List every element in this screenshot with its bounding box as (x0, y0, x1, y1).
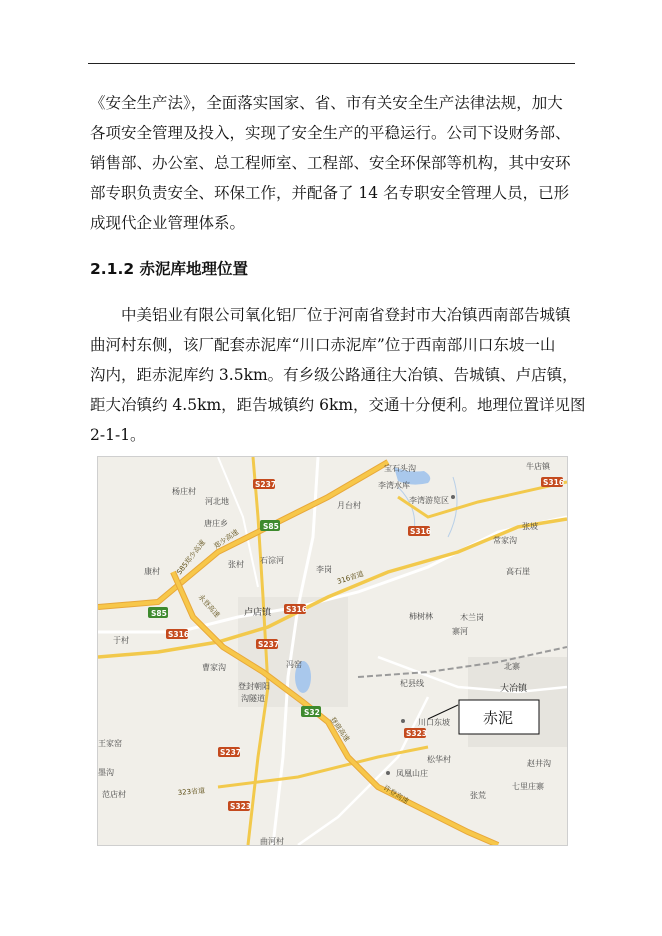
place-label: 松华村 (427, 755, 451, 764)
paragraph-safety (90, 88, 574, 238)
road-name: 316省道 (336, 569, 365, 586)
road-name: 登商高速 (328, 715, 351, 744)
text-line: 中美铝业有限公司氧化铝厂位于河南省登封市大冶镇西南部告城镇 (121, 306, 571, 324)
town-marker (451, 495, 455, 499)
place-label: 李湾水库 (378, 481, 410, 490)
place-label: 范店村 (102, 790, 126, 799)
place-label: 沟隧道 (241, 694, 265, 703)
text-line: 成现代企业管理体系。 (90, 214, 246, 232)
text-line: 销售部、办公室、总工程师室、工程部、安全环保部等机构，其中安环 (90, 154, 571, 172)
shield-s85 (148, 607, 168, 618)
shield-label: S237 (255, 480, 277, 489)
place-label: 河北地 (205, 497, 229, 506)
place-label: 杨庄村 (172, 487, 196, 496)
text-line: 《安全生产法》，全面落实国家、省、市有关安全生产法律法规，加大 (90, 94, 563, 112)
place-label: 李岗 (316, 565, 332, 574)
place-label: 大冶镇 (500, 684, 528, 694)
shield-label: S85 (263, 522, 279, 531)
place-label: 于村 (113, 636, 129, 645)
shield-s237 (256, 639, 279, 649)
place-label: 杞县线 (400, 679, 424, 688)
shield-label: S316 (543, 478, 565, 487)
place-label: 寨河 (452, 627, 468, 636)
shield-s237 (218, 747, 241, 757)
text-line: 沟内，距赤泥库约 3.5km。有乡级公路通往大冶镇、告城镇、卢店镇， (90, 366, 578, 384)
place-label: 木兰岗 (460, 613, 484, 622)
place-label: 高石崖 (506, 567, 530, 576)
road-name: 323省道 (177, 786, 206, 797)
location-map (97, 456, 568, 846)
shield-s85 (260, 520, 280, 531)
shield-label: S316 (410, 527, 432, 536)
town-marker (386, 771, 390, 775)
road-name: S85郑少高速 (175, 538, 208, 577)
shield-label: S237 (220, 748, 242, 757)
map-svg (98, 457, 567, 845)
place-label: 凤凰山庄 (396, 769, 428, 778)
place-label: 登封朝阳 (238, 682, 270, 691)
town-marker (401, 719, 405, 723)
callout-label: 赤泥 (482, 709, 514, 727)
place-label: 石淙河 (260, 556, 284, 565)
place-label: 常家沟 (493, 536, 517, 545)
shield-s316 (284, 604, 307, 614)
shield-s316 (408, 526, 431, 536)
place-label: 卢店镇 (244, 608, 272, 618)
place-label: 牛店镇 (526, 462, 550, 471)
place-label: 柿树林 (409, 612, 433, 621)
text-line: 曲河村东侧，该厂配套赤泥库“川口赤泥库”位于西南部川口东坡一山 (90, 336, 556, 354)
text-line: 距大冶镇约 4.5km，距告城镇约 6km，交通十分便利。地理位置详见图 (90, 396, 586, 414)
place-label: 张村 (228, 560, 244, 569)
paragraph-location (90, 300, 586, 450)
place-label: 唐庄乡 (204, 519, 228, 528)
shield-label: S32 (304, 708, 320, 717)
text-line: 各项安全管理及投入，实现了安全生产的平稳运行。公司下设财务部、 (90, 124, 571, 142)
shield-label: S316 (168, 630, 190, 639)
place-label: 李湾游览区 (409, 496, 449, 505)
section-heading: 2.1.2 赤泥库地理位置 (90, 260, 249, 278)
shield-s237 (253, 479, 276, 489)
road-name: 郑少高速 (212, 528, 241, 551)
place-label: 王家窑 (98, 739, 122, 748)
shield-label: S323 (406, 729, 428, 738)
shield-s323 (228, 801, 251, 811)
shield-s316 (541, 477, 564, 487)
shield-label: S85 (151, 609, 167, 618)
road-name: 永登高速 (196, 592, 222, 620)
place-label: 墨沟 (98, 768, 114, 777)
shield-s323 (404, 728, 427, 738)
shield-s32 (301, 706, 321, 717)
road-name: 许登高速 (381, 783, 410, 806)
place-label: 月台村 (337, 501, 361, 510)
header-rule (88, 63, 575, 64)
place-label: 张坡 (522, 522, 538, 531)
place-label: 冯窑 (286, 660, 302, 669)
place-label: 川口东坡 (418, 718, 450, 727)
place-label: 赵井沟 (527, 759, 551, 768)
place-label: 张荒 (470, 791, 486, 800)
shield-s316 (166, 629, 189, 639)
place-label: 曹家沟 (202, 663, 226, 672)
place-label: 康村 (144, 567, 160, 576)
shield-label: S237 (258, 640, 280, 649)
text-line: 部专职负责安全、环保工作，并配备了 14 名专职安全管理人员，已形 (90, 184, 570, 202)
place-label: 曲河村 (260, 837, 284, 845)
place-label: 七里庄寨 (512, 782, 544, 791)
shield-label: S316 (286, 605, 308, 614)
text-line: 2-1-1。 (90, 426, 146, 444)
place-label: 宝石头沟 (384, 464, 416, 473)
place-label: 北寨 (504, 662, 520, 671)
shield-label: S323 (230, 802, 252, 811)
